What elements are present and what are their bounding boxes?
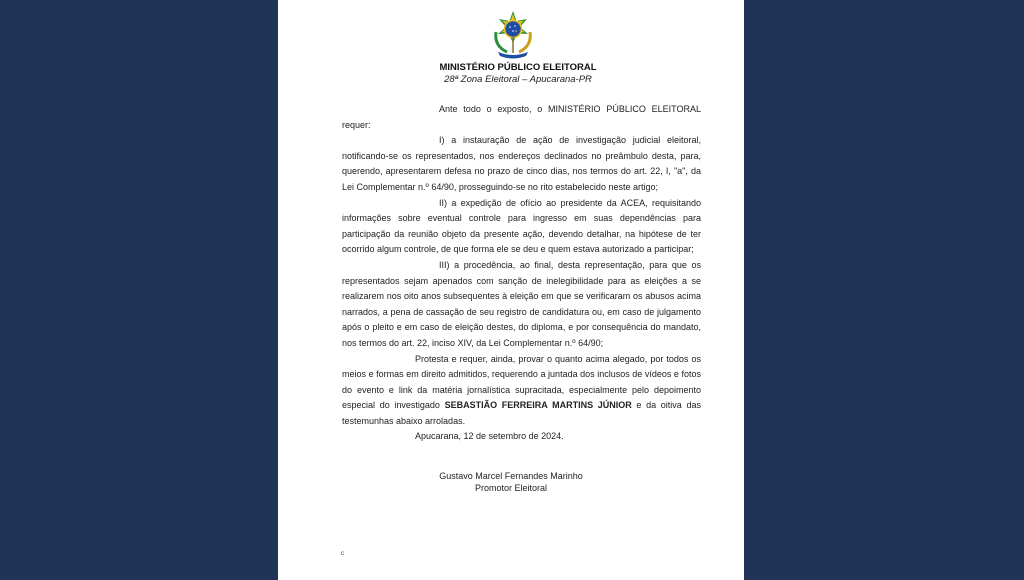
institution-subtitle: 28ª Zona Eleitoral – Apucarana-PR	[444, 74, 592, 85]
brazil-coat-of-arms-icon	[490, 10, 536, 60]
intro-paragraph: Ante todo o exposto, o MINISTÉRIO PÚBLICO ELEITORAL requer:	[342, 104, 701, 130]
document-page	[278, 0, 744, 580]
document-date: Apucarana, 12 de setembro de 2024.	[415, 431, 564, 442]
protest-text-start: Protesta e requer, ainda, provar o quanto acima alegado, por todos os meios e formas em direito admitidos, requerendo a juntada dos inclusos de vídeos e fotos do evento e link da matéria jornalística supracitada, especialmente pelo depoimento especial do investigado	[342, 353, 701, 411]
signer-name: Gustavo Marcel Fernandes Marinho	[439, 471, 583, 481]
signature-block	[278, 470, 744, 494]
protest-paragraph	[342, 352, 701, 430]
signer-role: Promotor Eleitoral	[474, 483, 548, 493]
institution-title: MINISTÉRIO PÚBLICO ELEITORAL	[439, 62, 597, 73]
request-item-1: I) a instauração de ação de investigação judicial eleitoral, notificando-se os representados, nos endereços declinados no preâmbulo desta, para, querendo, apresentarem defesa no prazo de cinco dias, nos termos do art. 22, I, "a", da Lei Complementar n.º 64/90, prosseguindo-se no rito estabelecido neste artigo;	[342, 135, 701, 192]
document-body	[342, 102, 701, 445]
investigated-name: SEBASTIÃO FERREIRA MARTINS JÚNIOR	[444, 400, 632, 411]
protest-text-end: e da oitiva das testemunhas abaixo arroladas.	[342, 400, 701, 426]
footer-mark: c	[341, 551, 344, 557]
request-item-3: III) a procedência, ao final, desta representação, para que os representados sejam apenados com sanção de inelegibilidade para as eleições a se realizarem nos oito anos subsequentes à eleição em que se verificaram os abusos acima narrados, a pena de cassação de seu registro de candidatura ou, em caso de julgamento após o pleito e em caso de eleição destes, do diploma, e por consequência do mandato, nos termos do art. 22, inciso XIV, da Lei Complementar n.º 64/90;	[342, 259, 701, 348]
request-item-2: II) a expedição de ofício ao presidente da ACEA, requisitando informações sobre eventual controle para ingresso em suas dependências para participação da reunião objeto da presente ação, devendo detalhar, na hipótese de ter ocorrido algum controle, de que forma ele se deu e quem estava autorizado a participar;	[342, 197, 701, 255]
